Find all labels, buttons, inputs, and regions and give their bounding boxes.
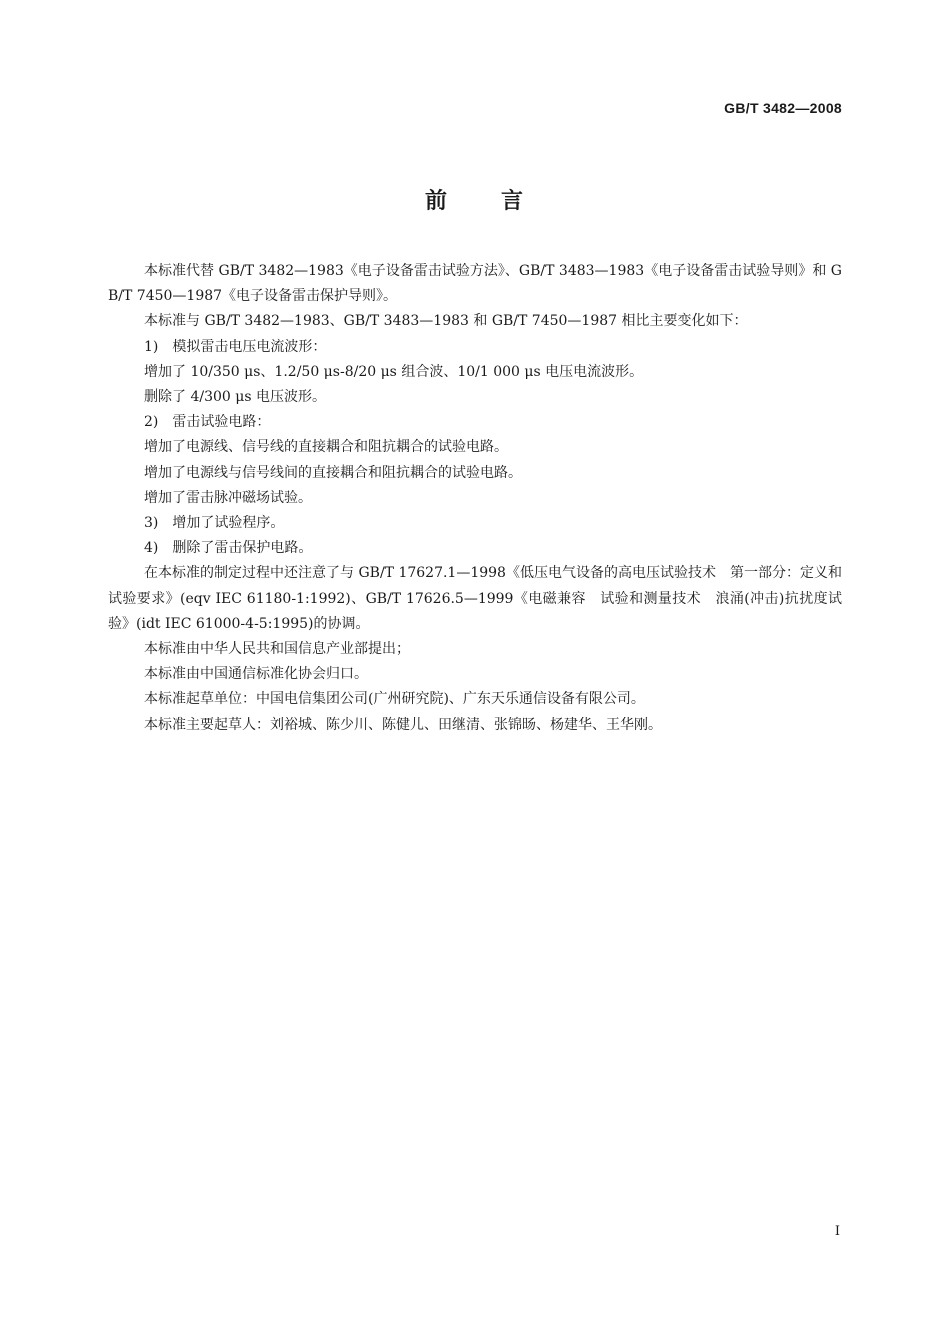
paragraph-circuit-added-1: 增加了电源线、信号线的直接耦合和阻抗耦合的试验电路。 — [144, 439, 508, 456]
paragraph-centralized-by: 本标准由中国通信标准化协会归口。 — [144, 666, 368, 683]
paragraph-proposed-by: 本标准由中华人民共和国信息产业部提出； — [144, 641, 410, 658]
paragraph-drafters: 本标准主要起草人：刘裕城、陈少川、陈健儿、田继清、张锦旸、杨建华、王华刚。 — [144, 716, 662, 733]
list-item-4: 4) 删除了雷击保护电路。 — [144, 540, 313, 557]
standard-number: GB/T 3482—2008 — [724, 100, 842, 116]
paragraph-circuit-added-2: 增加了电源线与信号线间的直接耦合和阻抗耦合的试验电路。 — [144, 464, 522, 481]
list-item-3: 3) 增加了试验程序。 — [144, 515, 285, 532]
page-number: I — [834, 1224, 840, 1239]
paragraph-coordination: 在本标准的制定过程中还注意了与 GB/T 17627.1—1998《低压电气设备的高电压试验技术 第一部分：定义和试验要求》(eqv IEC 61180-1:1992)、GB/T 17626.5—1999《电磁兼容 试验和测量技术 浪涌(冲击)抗扰度试验》(idt IEC 61000-4-5:1995)的协调。 — [108, 565, 842, 632]
paragraph-waveform-removed: 删除了 4/300 μs 电压波形。 — [144, 389, 326, 406]
title-char-1: 前 — [424, 189, 449, 214]
paragraph-magnetic-test: 增加了雷击脉冲磁场试验。 — [144, 489, 312, 506]
foreword-body — [108, 259, 842, 738]
paragraph-drafting-units: 本标准起草单位：中国电信集团公司(广州研究院)、广东天乐通信设备有限公司。 — [144, 691, 645, 708]
list-item-2: 2) 雷击试验电路： — [144, 414, 271, 431]
paragraph-waveforms-added: 增加了 10/350 μs、1.2/50 μs-8/20 μs 组合波、10/1 000 μs 电压电流波形。 — [144, 363, 644, 380]
list-item-1: 1) 模拟雷击电压电流波形： — [144, 338, 327, 355]
title-char-2: 言 — [501, 189, 526, 214]
paragraph-changes-intro: 本标准与 GB/T 3482—1983、GB/T 3483—1983 和 GB/T 7450—1987 相比主要变化如下： — [144, 313, 748, 330]
paragraph-replaces: 本标准代替 GB/T 3482—1983《电子设备雷击试验方法》、GB/T 3483—1983《电子设备雷击试验导则》和 GB/T 7450—1987《电子设备雷击保护导则》。 — [108, 263, 842, 305]
page-title — [0, 184, 950, 215]
